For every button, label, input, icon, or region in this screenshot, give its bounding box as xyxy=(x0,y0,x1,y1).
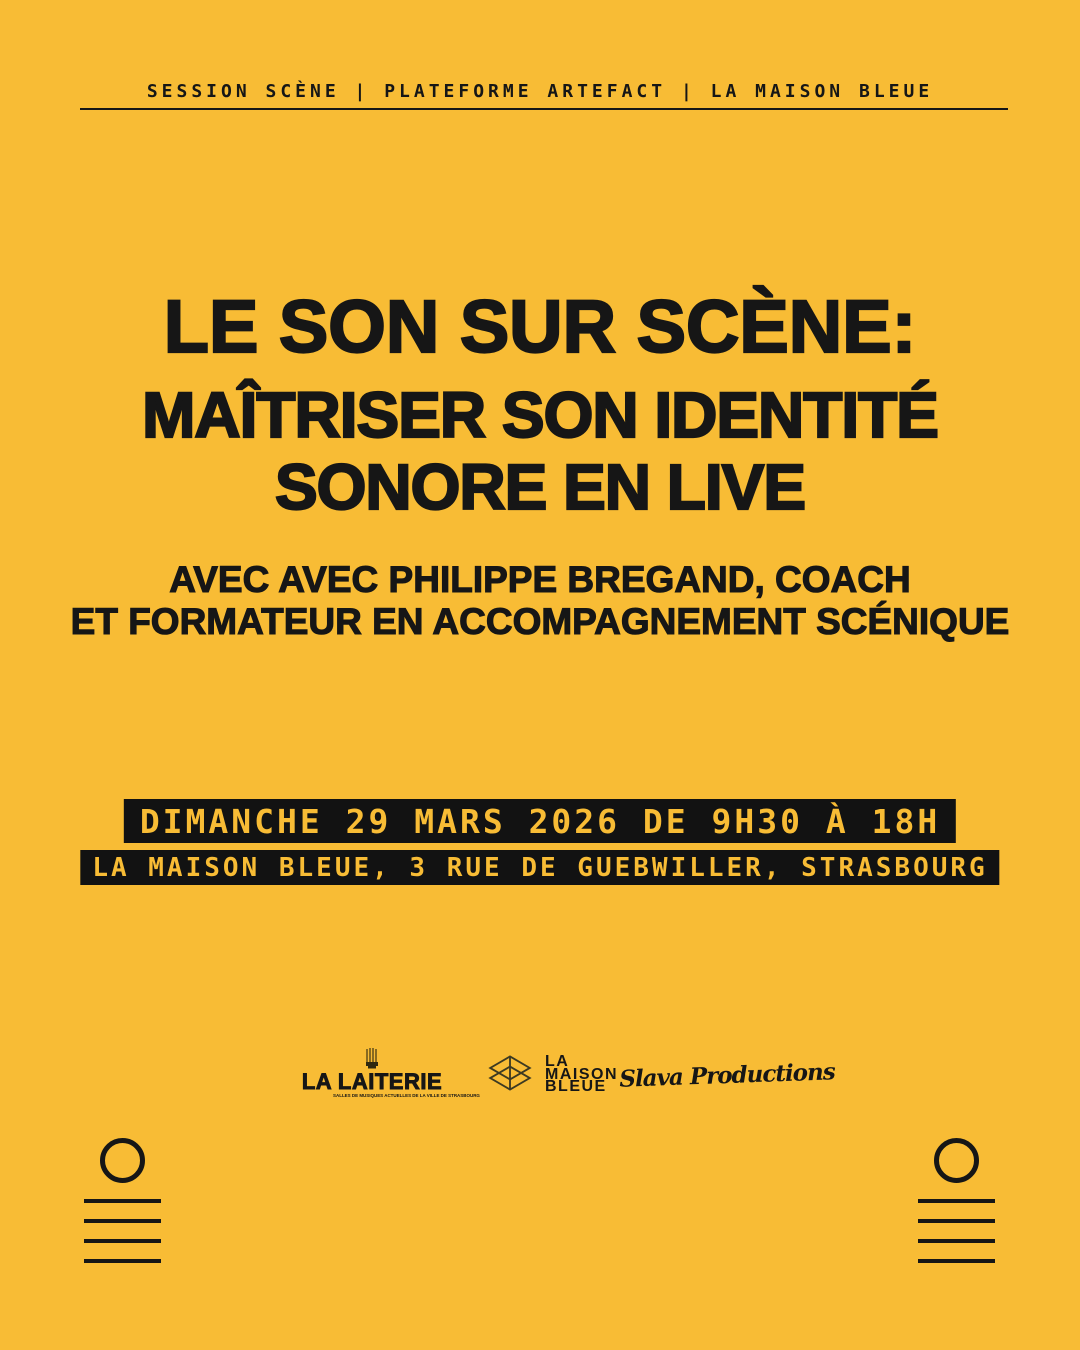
la-laiterie-tagline: SALLES DE MUSIQUES ACTUELLES DE LA VILLE DE STRASBOURG xyxy=(333,1093,480,1099)
milk-churn-icon xyxy=(365,1048,379,1069)
lines-ornament-icon xyxy=(918,1199,995,1263)
header-divider xyxy=(80,108,1008,110)
circle-ornament-icon xyxy=(934,1138,979,1183)
la-maison-bleue-wordmark xyxy=(545,1055,618,1094)
header-kicker: SESSION SCÈNE | PLATEFORME ARTEFACT | LA MAISON BLEUE xyxy=(146,81,934,102)
mb-line-3: BLEUE xyxy=(545,1078,607,1095)
title-line-1: LE SON SUR SCÈNE: xyxy=(163,285,917,368)
title-line-2: MAÎTRISER SON IDENTITÉ xyxy=(142,379,938,451)
mb-line-2: MAISON xyxy=(545,1065,618,1083)
la-maison-bleue-logo xyxy=(487,1055,618,1094)
la-laiterie-logo xyxy=(297,1048,480,1103)
decoration-right xyxy=(918,1138,995,1263)
decoration-left xyxy=(84,1138,161,1263)
mb-line-1: LA xyxy=(545,1053,570,1070)
lines-ornament-icon xyxy=(84,1199,161,1263)
la-laiterie-wordmark: LA LAITERIE xyxy=(301,1069,443,1094)
title-line-3: SONORE EN LIVE xyxy=(274,451,806,523)
subtitle-line-2: ET FORMATEUR EN ACCOMPAGNEMENT SCÉNIQUE xyxy=(70,601,1010,642)
circle-ornament-icon xyxy=(100,1138,145,1183)
location-banner: LA MAISON BLEUE, 3 RUE DE GUEBWILLER, STRASBOURG xyxy=(80,850,999,885)
origami-diamonds-icon xyxy=(487,1055,533,1091)
slava-productions-logo: Slava Productions xyxy=(618,1058,836,1093)
subtitle-line-1: AVEC AVEC PHILIPPE BREGAND, COACH xyxy=(169,559,911,600)
date-banner: DIMANCHE 29 MARS 2026 DE 9H30 À 18H xyxy=(124,799,956,843)
